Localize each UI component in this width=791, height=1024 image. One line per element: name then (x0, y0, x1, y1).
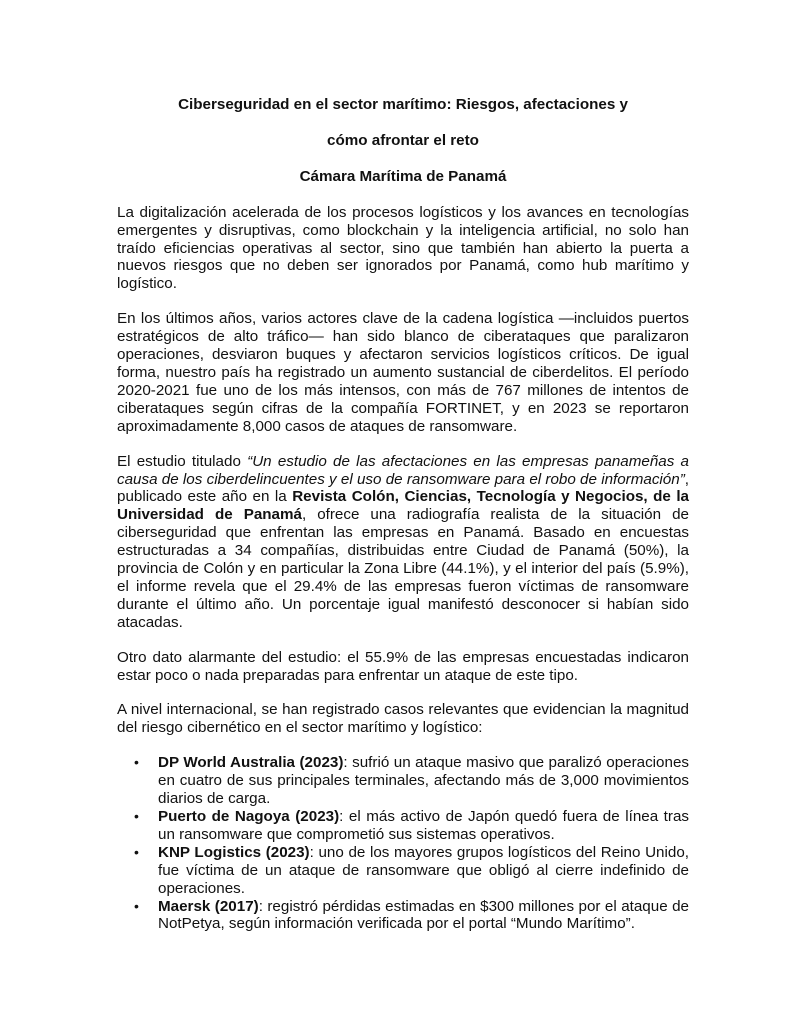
study-mid-text: , publicado este año en la (117, 470, 689, 506)
case-description: : uno de los mayores grupos logísticos del Reino Unido, fue víctima de un ataque de ransomware que obligó al cierre indefinido de operaciones. (158, 843, 689, 897)
document-page (117, 96, 689, 933)
case-description: : registró pérdidas estimadas en $300 millones por el ataque de NotPetya, según información verificada por el portal “Mundo Marítimo”. (158, 897, 689, 933)
list-item (117, 898, 689, 934)
list-item (117, 754, 689, 808)
study-lead-text: El estudio titulado (117, 452, 248, 470)
paragraph-recent-years: En los últimos años, varios actores clave de la cadena logística —incluidos puertos estratégicos de alto tráfico— han sido blanco de ciberataques que paralizaron operaciones, desviaron buques y afectaron servicios logísticos críticos. De igual forma, nuestro país ha registrado un aumento sustancial de ciberdelitos. El período 2020-2021 fue uno de los más intensos, con más de 767 millones de intentos de ciberataques según cifras de la compañía FORTINET, y en 2023 se reportaron aproximadamente 8,000 casos de ataques de ransomware. (117, 310, 689, 435)
bullet-icon: • (134, 754, 139, 771)
bullet-icon: • (134, 808, 139, 824)
journal-name: Revista Colón, Ciencias, Tecnología y Negocios, de la Universidad de Panamá (117, 488, 689, 524)
paragraph-intro: La digitalización acelerada de los procesos logísticos y los avances en tecnologías emergentes y disruptivas, como blockchain y la inteligencia artificial, no solo han traído eficiencias operativas al sector, sino que también han abierto la puerta a nuevos riesgos que no deben ser ignorados por Panamá, como hub marítimo y logístico. (117, 203, 689, 293)
case-name: Maersk (2017) (158, 897, 259, 915)
document-title-line-2: cómo afrontar el reto (327, 131, 479, 149)
list-item (117, 844, 689, 898)
study-rest-text: , ofrece una radiografía realista de la situación de ciberseguridad que enfrentan las empresas en Panamá. Basado en encuestas estructuradas a 34 compañías, distribuidas entre Ciudad de Panamá (50%), la provincia de Colón y en particular la Zona Libre (44.1%), y el interior del país (5.9%), el informe revela que el 29.4% de las empresas fueron víctimas de ransomware durante el último año. Un porcentaje igual manifestó desconocer si habían sido atacadas. (117, 506, 689, 631)
international-cases-list (117, 754, 689, 933)
bullet-icon: • (134, 897, 139, 914)
paragraph-international: A nivel internacional, se han registrado casos relevantes que evidencian la magnitud del riesgo cibernético en el sector marítimo y logístico: (117, 701, 689, 737)
case-name: Puerto de Nagoya (2023) (158, 808, 340, 825)
list-item (117, 808, 689, 844)
case-description: : el más activo de Japón quedó fuera de línea tras un ransomware que comprometió sus sistemas operativos. (158, 808, 689, 843)
paragraph-alarming-data: Otro dato alarmante del estudio: el 55.9% de las empresas encuestadas indicaron estar poco o nada preparadas para enfrentar un ataque de este tipo. (117, 648, 689, 684)
document-title-line-1: Ciberseguridad en el sector marítimo: Riesgos, afectaciones y (178, 96, 628, 113)
case-name: KNP Logistics (2023) (158, 843, 310, 861)
paragraph-study (117, 453, 689, 632)
case-name: DP World Australia (2023) (158, 754, 344, 772)
study-title: “Un estudio de las afectaciones en las empresas panameñas a causa de los ciberdelincuentes y el uso de ransomware para el robo de información” (117, 452, 689, 488)
organization-name: Cámara Marítima de Panamá (299, 167, 507, 185)
bullet-icon: • (134, 843, 139, 860)
case-description: : sufrió un ataque masivo que paralizó operaciones en cuatro de sus principales terminales, afectando más de 3,000 movimientos diarios de carga. (158, 754, 689, 808)
